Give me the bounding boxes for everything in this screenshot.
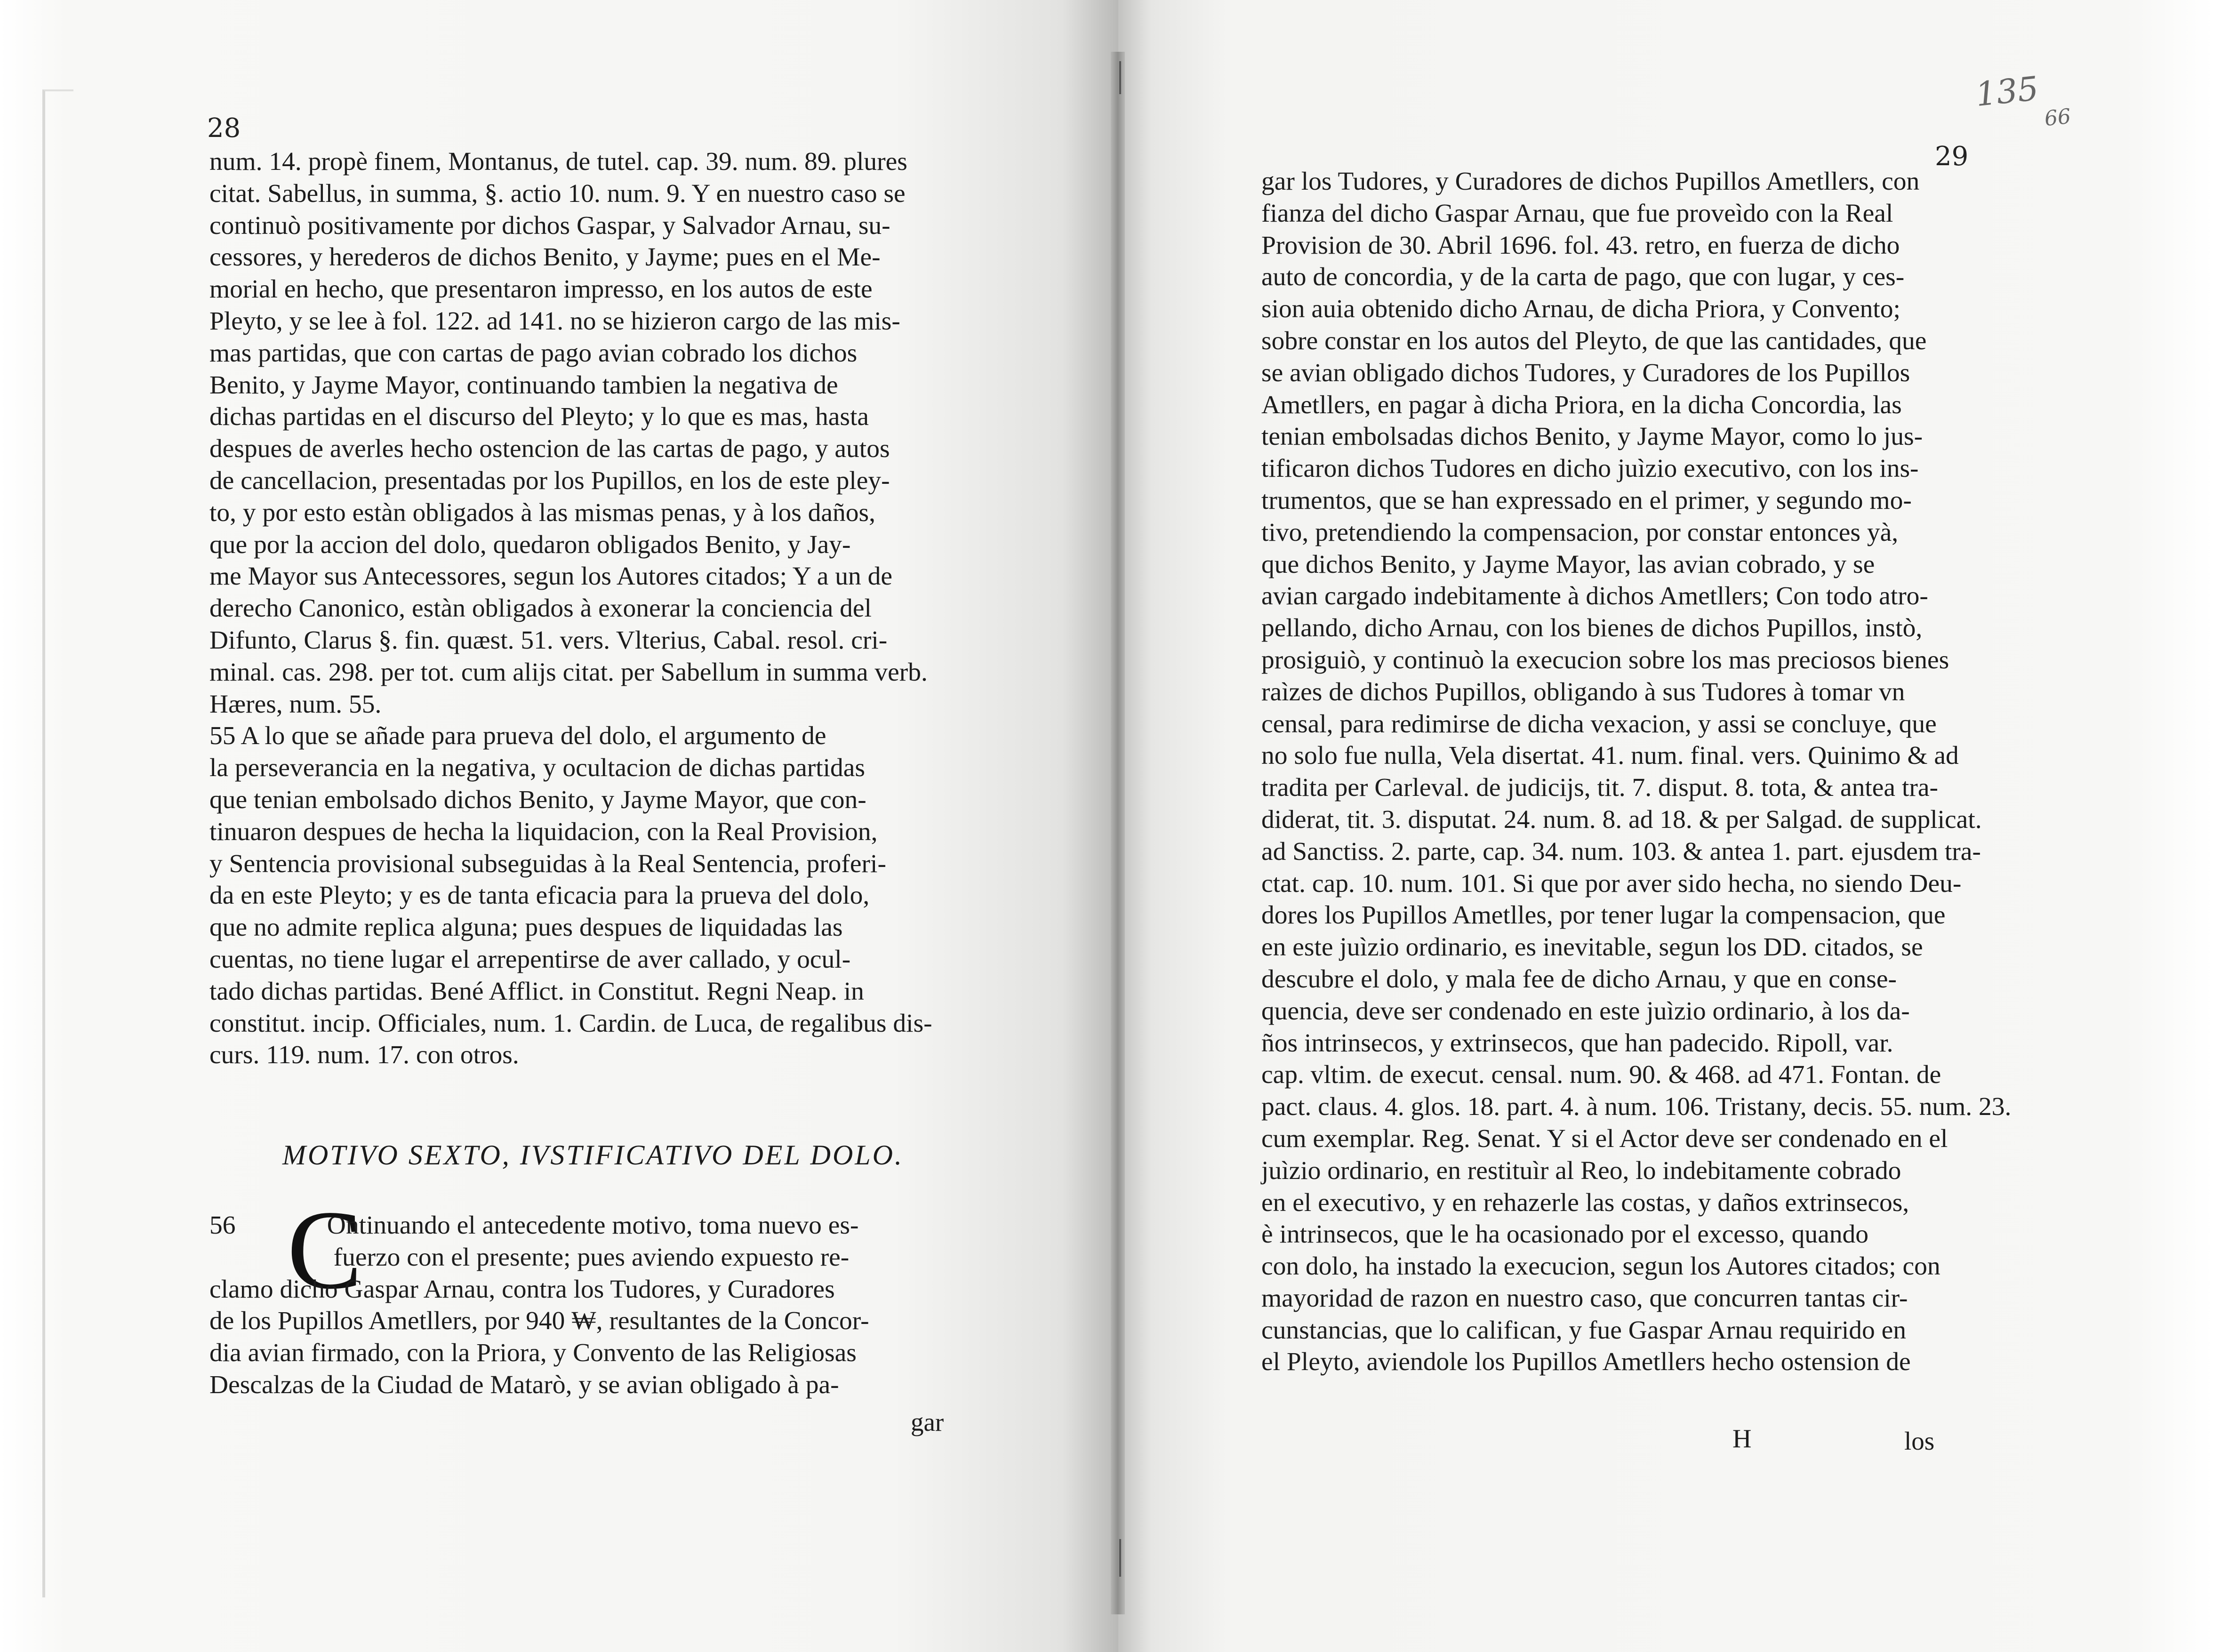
text-line: ctat. cap. 10. num. 101. Si que por aver sido hecha, no siendo Deu-: [1261, 869, 1962, 898]
folio-number-a: 135: [1973, 69, 2041, 114]
text-line: que no admite replica alguna; pues despues de liquidadas las: [209, 913, 843, 942]
paragraph-55-start: 55 A lo que se añade para prueva del dolo, el argumento de: [209, 722, 826, 751]
text-line: la perseverancia en la negativa, y ocultacion de dichas partidas: [209, 754, 866, 783]
signature-mark: H: [1732, 1424, 1752, 1453]
text-line: continuò positivamente por dichos Gaspar, y Salvador Arnau, su-: [209, 211, 890, 240]
text-line: no solo fue nulla, Vela disertat. 41. num. final. vers. Quinimo & ad: [1261, 741, 1959, 770]
text-line: en el executivo, y en rehazerle las costas, y daños extrinsecos,: [1261, 1188, 1909, 1217]
text-line: Descalzas de la Ciudad de Matarò, y se avian obligado à pa-: [209, 1370, 839, 1399]
text-line: raìzes de dichos Pupillos, obligando à sus Tudores à tomar vn: [1261, 677, 1905, 706]
right-catchword: los: [1904, 1427, 1935, 1455]
text-line: el Pleyto, aviendole los Pupillos Ametllers hecho ostension de: [1261, 1347, 1911, 1377]
text-line: mayoridad de razon en nuestro caso, que concurren tantas cir-: [1261, 1283, 1908, 1313]
text-line: ños intrinsecos, y extrinsecos, que han padecido. Ripoll, var.: [1261, 1028, 1893, 1058]
right-page-number: 29: [1935, 141, 1969, 172]
text-line: auto de concordia, y de la carta de pago, que con lugar, y ces-: [1261, 263, 1905, 292]
text-line: derecho Canonico, estàn obligados à exonerar la conciencia del: [209, 594, 872, 623]
text-line: citat. Sabellus, in summa, §. actio 10. num. 9. Y en nuestro caso se: [209, 179, 906, 208]
text-line: Difunto, Clarus §. fin. quæst. 51. vers. Vlterius, Cabal. resol. cri-: [209, 626, 888, 655]
text-line: de los Pupillos Ametllers, por 940 ₩, resultantes de la Concor-: [209, 1307, 869, 1336]
text-line: Pleyto, y se lee à fol. 122. ad 141. no se hizieron cargo de las mis-: [209, 306, 900, 336]
text-line: sobre constar en los autos del Pleyto, de que las cantidades, que: [1261, 326, 1927, 355]
right-page-body: [1261, 166, 2011, 1378]
left-page-body: [209, 146, 962, 1071]
text-line: censal, para redimirse de dicha vexacion, y assi se concluye, que: [1261, 709, 1937, 738]
text-line: fianza del dicho Gaspar Arnau, que fue proveìdo con la Real: [1261, 199, 1893, 228]
text-line: pellando, dicho Arnau, con los bienes de dichos Pupillos, instò,: [1261, 614, 1923, 643]
text-line: morial en hecho, que presentaron impresso, en los autos de este: [209, 275, 873, 304]
text-line: Benito, y Jayme Mayor, continuando tambien la negativa de: [209, 370, 838, 400]
text-line: cum exemplar. Reg. Senat. Y si el Actor deve ser condenado en el: [1261, 1124, 1948, 1153]
text-line: Provision de 30. Abril 1696. fol. 43. retro, en fuerza de dicho: [1261, 231, 1900, 260]
text-line: tenian embolsadas dichos Benito, y Jayme Mayor, como lo jus-: [1261, 422, 1923, 451]
text-line: avian cargado indebitamente à dichos Ametllers; Con todo atro-: [1261, 582, 1928, 611]
text-line: quencia, deve ser condenado en este juìzio ordinario, à los da-: [1261, 996, 1910, 1026]
text-line: despues de averles hecho ostencion de las cartas de pago, y autos: [209, 434, 890, 464]
text-line: y Sentencia provisional subseguidas à la Real Sentencia, proferi-: [209, 849, 886, 878]
text-line: dia avian firmado, con la Priora, y Convento de las Religiosas: [209, 1339, 857, 1368]
text-line: cuentas, no tiene lugar el arrepentirse de aver callado, y ocul-: [209, 945, 851, 974]
text-line: gar los Tudores, y Curadores de dichos Pupillos Ametllers, con: [1261, 167, 1920, 196]
text-line: dichas partidas en el discurso del Pleyto; y lo que es mas, hasta: [209, 402, 869, 432]
text-line: descubre el dolo, y mala fee de dicho Arnau, y que en conse-: [1261, 964, 1897, 994]
text-line: sion auia obtenido dicho Arnau, de dicha Priora, y Convento;: [1261, 295, 1900, 324]
text-line: dores los Pupillos Ametlles, por tener lugar la compensacion, que: [1261, 901, 1946, 930]
text-line: minal. cas. 298. per tot. cum alijs citat. per Sabellum in summa verb.: [209, 658, 928, 687]
text-line: me Mayor sus Antecessores, segun los Autores citados; Y a un de: [209, 562, 892, 591]
text-line: Ametllers, en pagar à dicha Priora, en la dicha Concordia, las: [1261, 390, 1902, 419]
text-line: cap. vltim. de execut. censal. num. 90. & 468. ad 471. Fontan. de: [1261, 1060, 1941, 1090]
text-line: tado dichas partidas. Bené Afflict. in Constitut. Regni Neap. in: [209, 977, 864, 1006]
binding-stitch: [1119, 1539, 1121, 1577]
text-line: tinuaron despues de hecha la liquidacion, con la Real Provision,: [209, 817, 878, 846]
text-line: juìzio ordinario, en restituìr al Reo, lo indebitamente cobrado: [1261, 1156, 1901, 1185]
folio-number-b: 66: [2043, 104, 2072, 131]
text-line: trumentos, que se han expressado en el primer, y segundo mo-: [1261, 486, 1912, 515]
text-line: en este juìzio ordinario, es inevitable, segun los DD. citados, se: [1261, 933, 1923, 962]
page-edge: [42, 89, 73, 1597]
text-line: pact. claus. 4. glos. 18. part. 4. à num. 106. Tristany, decis. 55. num. 23.: [1261, 1092, 2012, 1122]
text-line: curs. 119. num. 17. con otros.: [209, 1041, 519, 1070]
text-line: tificaron dichos Tudores en dicho juìzio executivo, con los ins-: [1261, 454, 1919, 483]
text-line: ad Sanctiss. 2. parte, cap. 34. num. 103. & antea 1. part. ejusdem tra-: [1261, 837, 1981, 866]
text-line: 56 Ontinuando el antecedente motivo, toma nuevo es-: [209, 1211, 859, 1240]
text-line: fuerzo con el presente; pues aviendo expuesto re-: [209, 1243, 850, 1272]
text-line: se avian obligado dichos Tudores, y Curadores de los Pupillos: [1261, 358, 1910, 387]
text-line: mas partidas, que con cartas de pago avian cobrado los dichos: [209, 338, 858, 368]
text-line: è intrinsecos, que le ha ocasionado por el excesso, quando: [1261, 1220, 1868, 1249]
text-line: tradita per Carleval. de judicijs, tit. 7. disput. 8. tota, & antea tra-: [1261, 773, 1938, 802]
text-line: num. 14. propè finem, Montanus, de tutel. cap. 39. num. 89. plures: [209, 147, 907, 176]
text-line: que dichos Benito, y Jayme Mayor, las avian cobrado, y se: [1261, 550, 1875, 579]
text-line: prosiguiò, y continuò la execucion sobre los mas preciosos bienes: [1261, 645, 1949, 674]
left-catchword: gar: [911, 1408, 944, 1436]
text-line: diderat, tit. 3. disputat. 24. num. 8. ad 18. & per Salgad. de supplicat.: [1261, 805, 1982, 834]
binding-stitch: [1119, 61, 1121, 94]
right-page: [1118, 0, 2213, 1652]
text-line: Hæres, num. 55.: [209, 690, 382, 719]
text-line: con dolo, ha instado la execucion, segun los Autores citados; con: [1261, 1252, 1940, 1281]
left-page-number: 28: [207, 113, 241, 144]
text-line: cunstancias, que lo califican, y fue Gaspar Arnau requirido en: [1261, 1315, 1907, 1345]
section-heading: MOTIVO SEXTO, IVSTIFICATIVO DEL DOLO.: [282, 1139, 904, 1171]
text-line: da en este Pleyto; y es de tanta eficacia para la prueva del dolo,: [209, 881, 870, 910]
book-gutter: [1111, 52, 1125, 1614]
text-line: to, y por esto estàn obligados à las mismas penas, y à los daños,: [209, 498, 876, 527]
text-line: tivo, pretendiendo la compensacion, por constar entonces yà,: [1261, 518, 1899, 547]
text-line: cessores, y herederos de dichos Benito, y Jayme; pues en el Me-: [209, 243, 881, 272]
text-line: clamo dicho Gaspar Arnau, contra los Tudores, y Curadores: [209, 1275, 835, 1304]
archive-folio-marks: [1974, 66, 2072, 138]
text-line: constitut. incip. Officiales, num. 1. Cardin. de Luca, de regalibus dis-: [209, 1009, 932, 1038]
text-line: que por la accion del dolo, quedaron obligados Benito, y Jay-: [209, 530, 851, 559]
paragraph-56: [209, 1210, 869, 1401]
drop-cap: C: [287, 1187, 363, 1312]
text-line: de cancellacion, presentadas por los Pupillos, en los de este pley-: [209, 466, 890, 495]
text-line: que tenian embolsado dichos Benito, y Jayme Mayor, que con-: [209, 785, 866, 814]
